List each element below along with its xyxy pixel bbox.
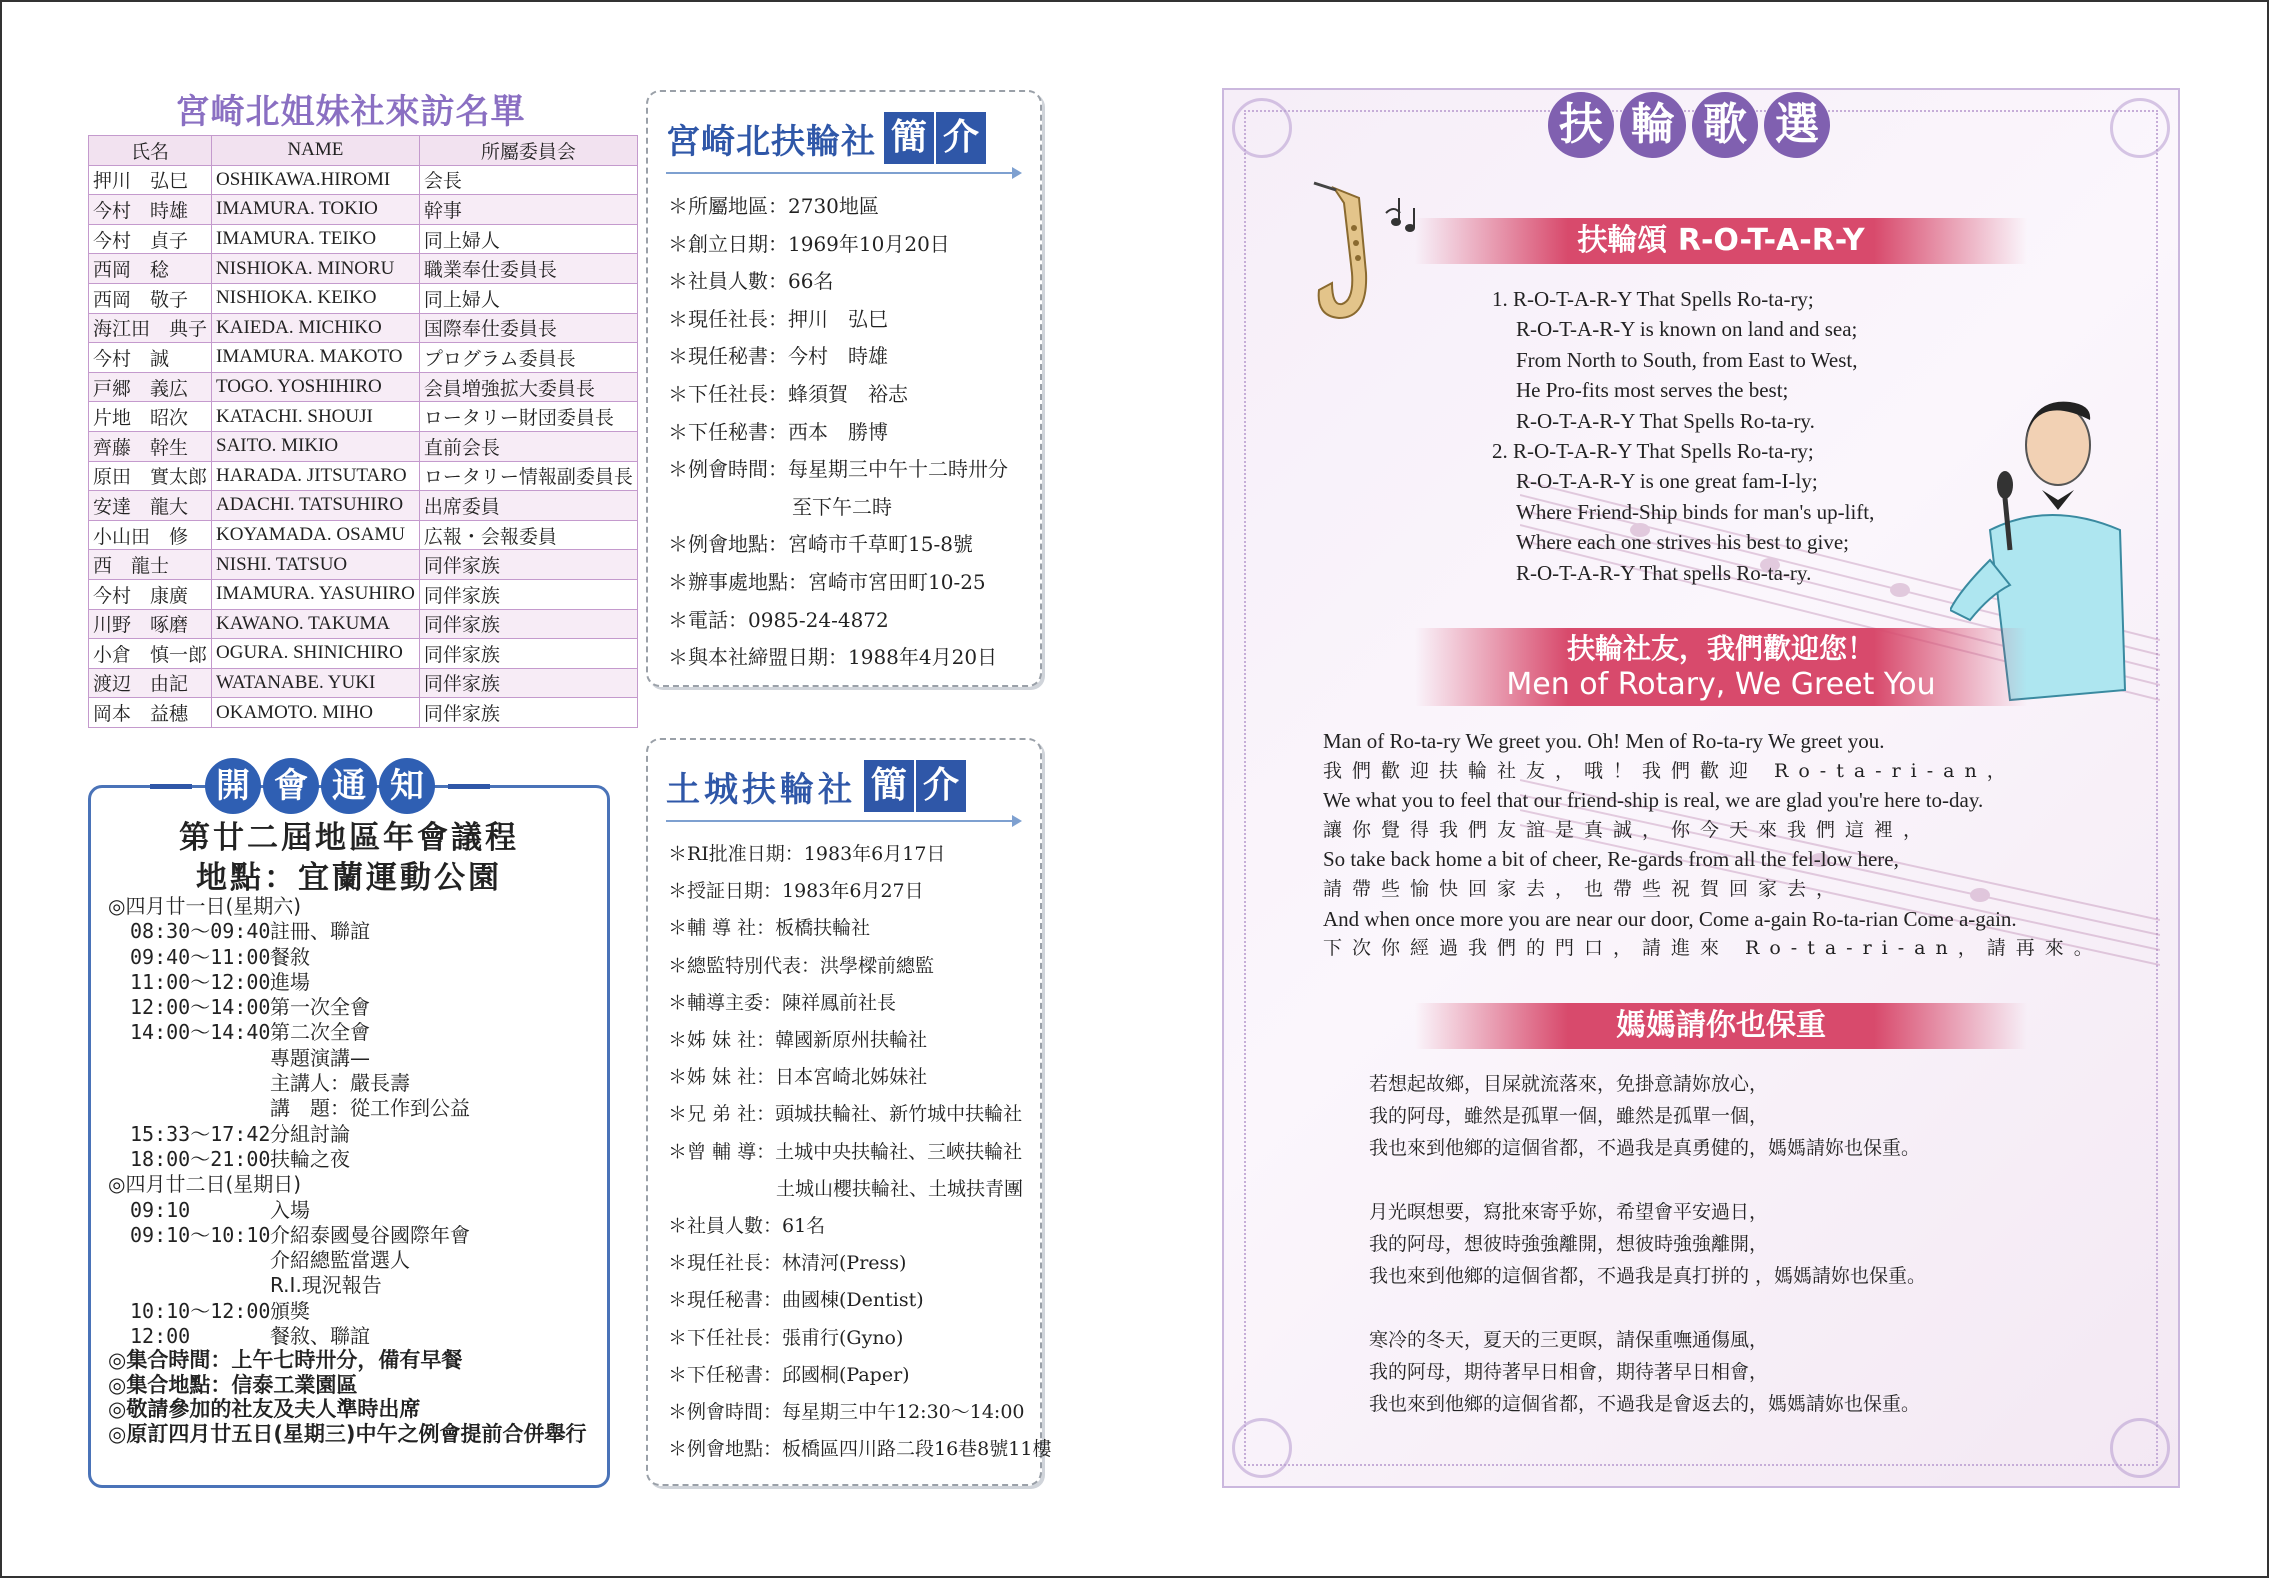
title-arrow-rule <box>666 820 1018 822</box>
stanza-gap <box>1369 1164 1926 1196</box>
intro-item: ＊下任秘書：邱國桐(Paper) <box>668 1363 910 1386</box>
cell-committee: 会長 <box>419 165 637 195</box>
mama-song-lyrics <box>1369 1068 1926 1420</box>
schedule-item <box>108 1299 608 1324</box>
cell-name-jp: 岡本 益穗 <box>89 698 212 728</box>
cell-name-jp: 西岡 敬子 <box>89 283 212 313</box>
cell-name-jp: 原田 實太郎 <box>89 461 212 491</box>
cell-name-en: KAIEDA. MICHIKO <box>212 313 420 343</box>
intro-item: ＊曾 輔 導：土城中央扶輪社、三峽扶輪社 <box>668 1140 1023 1163</box>
visitor-list-title: 宮崎北姐妹社來訪名單 <box>175 92 526 132</box>
cell-committee: 同上婦人 <box>419 224 637 254</box>
lyric-line: And when once more you are near our door, Come a-gain Ro-ta-rian Come a-gain. <box>1323 906 2017 931</box>
tucheng-intro-title <box>666 760 968 812</box>
schedule-activity: 第一次全會 <box>270 995 370 1020</box>
cell-name-jp: 戸郷 義広 <box>89 372 212 402</box>
schedule-item <box>108 970 608 995</box>
intro-item: ＊姊 妹 社：韓國新原州扶輪社 <box>668 1029 928 1052</box>
meeting-schedule <box>108 894 608 1349</box>
schedule-time: 10:10～12:00 <box>130 1298 271 1323</box>
cell-committee: 国際奉仕委員長 <box>419 313 637 343</box>
lyric-line: Man of Ro-ta-ry We greet you. Oh! Men of Ro-ta-ry We greet you. <box>1323 729 1885 753</box>
cell-name-jp: 今村 康廣 <box>89 579 212 609</box>
table-row <box>89 165 638 195</box>
cell-committee: 同伴家族 <box>419 668 637 698</box>
notice-note: ◎原訂四月廿五日(星期三)中午之例會提前合併舉行 <box>108 1421 587 1446</box>
lyric-line: 寒冷的冬天，夏天的三更暝，請保重嘸通傷風， <box>1369 1329 1769 1351</box>
lyric-line: 我的阿母，期待著早日相會，期待著早日相會， <box>1369 1361 1769 1383</box>
intro-item: ＊現任秘書：曲國棟(Dentist) <box>668 1289 924 1312</box>
cell-committee: 同伴家族 <box>419 579 637 609</box>
table-row <box>89 254 638 284</box>
table-row <box>89 579 638 609</box>
lyric-line: 2. R-O-T-A-R-Y That Spells Ro-ta-ry; <box>1492 438 1814 463</box>
greet-song-lyrics <box>1323 727 2103 964</box>
cell-name-en: OGURA. SHINICHIRO <box>212 639 420 669</box>
table-row <box>89 402 638 432</box>
club-name: 宮崎北扶輪社 <box>666 121 876 162</box>
schedule-item <box>108 919 608 944</box>
intro-item: ＊RI批准日期：1983年6月17日 <box>668 843 946 865</box>
cell-committee: 広報・会報委員 <box>419 520 637 550</box>
schedule-item <box>108 1096 608 1121</box>
greet-song-title <box>1415 628 2027 706</box>
cell-name-jp: 片地 昭次 <box>89 402 212 432</box>
intro-item: ＊例會地點：板橋區四川路二段16巷8號11樓 <box>668 1438 1052 1461</box>
lyric-line: 請帶些愉快回家去，也帶些祝賀回家去， <box>1323 877 1846 900</box>
intro-tag <box>864 760 968 812</box>
intro-tag-char: 簡 <box>884 112 934 164</box>
schedule-item <box>108 1046 608 1071</box>
lyric-line: 我的阿母，想彼時強強離開，想彼時強強離開， <box>1369 1233 1769 1255</box>
lyric-line: 1. R-O-T-A-R-Y That Spells Ro-ta-ry; <box>1492 287 1814 311</box>
meeting-notes <box>108 1348 603 1446</box>
intro-tag <box>884 112 988 164</box>
cell-name-jp: 安達 龍大 <box>89 491 212 521</box>
cell-name-en: KAWANO. TAKUMA <box>212 609 420 639</box>
table-row <box>89 698 638 728</box>
schedule-time: 15:33～17:42 <box>130 1121 271 1146</box>
miyazaki-intro-card <box>646 90 1042 687</box>
corner-ornament <box>1232 98 1292 158</box>
cell-committee: 幹事 <box>419 195 637 225</box>
schedule-item <box>108 1248 608 1273</box>
cell-name-jp: 小倉 慎一郎 <box>89 639 212 669</box>
table-row <box>89 431 638 461</box>
lyric-line: So take back home a bit of cheer, Re-gards from all the fel-low here, <box>1323 847 1899 872</box>
intro-item: ＊社員人數：61名 <box>668 1215 826 1238</box>
intro-tag-char: 簡 <box>864 760 914 812</box>
cell-committee: 同伴家族 <box>419 609 637 639</box>
table-row <box>89 461 638 491</box>
lyric-line: 我也來到他鄉的這個省都，不過我是會返去的，媽媽請妳也保重。 <box>1369 1393 1921 1415</box>
song-panel-title <box>1548 92 1830 158</box>
cell-name-jp: 今村 貞子 <box>89 224 212 254</box>
intro-item: ＊總監特別代表：洪學樑前總監 <box>668 954 935 977</box>
meeting-title-line1: 第廿二屆地區年會議程 <box>179 820 519 856</box>
schedule-time <box>108 1046 270 1071</box>
intro-item: ＊例會地點：宮崎市千草町15-8號 <box>668 532 973 557</box>
club-name: 土城扶輪社 <box>666 769 856 810</box>
schedule-item <box>108 1273 608 1298</box>
cell-committee: 会員増強拡大委員長 <box>419 372 637 402</box>
schedule-time: 08:30～09:40 <box>130 919 271 944</box>
table-row <box>89 195 638 225</box>
cell-name-en: IMAMURA. YASUHIRO <box>212 579 420 609</box>
cell-committee: 直前会長 <box>419 431 637 461</box>
schedule-activity: R.I.現況報告 <box>270 1273 382 1298</box>
miyazaki-intro-list <box>668 188 1038 677</box>
lyric-line: R-O-T-A-R-Y That Spells Ro-ta-ry. <box>1516 408 1815 433</box>
schedule-activity: 講 題：從工作到公益 <box>270 1096 470 1121</box>
schedule-time: 14:00～14:40 <box>130 1020 271 1045</box>
cell-name-jp: 川野 啄磨 <box>89 609 212 639</box>
tucheng-intro-card <box>646 738 1052 1486</box>
column-header-committee: 所屬委員会 <box>419 136 637 166</box>
rotary-song-lyrics <box>1492 284 1874 588</box>
schedule-day-heading: ◎四月廿二日(星期日) <box>108 1172 302 1197</box>
schedule-activity: 主講人：嚴長壽 <box>270 1071 410 1096</box>
schedule-item <box>108 1198 608 1223</box>
meeting-venue: 地點：宜蘭運動公園 <box>196 860 502 896</box>
lyric-line: Where Friend-Ship binds for man's up-lift, <box>1516 499 1875 524</box>
schedule-time: 09:10～10:10 <box>130 1222 271 1247</box>
lyric-line: Where each one strives his best to give; <box>1516 530 1849 555</box>
schedule-item <box>108 1223 608 1248</box>
intro-item: ＊現任社長：押川 弘巳 <box>668 306 888 331</box>
schedule-activity: 註冊、聯誼 <box>270 919 370 944</box>
table-row <box>89 343 638 373</box>
cell-name-en: NISHIOKA. MINORU <box>212 254 420 284</box>
intro-item: ＊例會時間：每星期三中午12:30～14:00 <box>668 1401 1025 1424</box>
schedule-item <box>108 1071 608 1096</box>
intro-tag-char: 介 <box>916 760 966 812</box>
schedule-item <box>108 1020 608 1045</box>
mama-song-title: 媽媽請你也保重 <box>1415 1003 2027 1049</box>
schedule-activity: 頒獎 <box>270 1298 310 1323</box>
intro-item: ＊輔導主委：陳祥鳳前社長 <box>668 991 897 1014</box>
tucheng-intro-list <box>668 836 1052 1468</box>
cell-name-en: ADACHI. TATSUHIRO <box>212 491 420 521</box>
lyric-line: He Pro-fits most serves the best; <box>1516 378 1789 403</box>
greet-song-title-zh: 扶輪社友，我們歡迎您！ <box>1566 632 1875 665</box>
notice-note: ◎集合地點：信泰工業園區 <box>108 1372 358 1397</box>
schedule-time: 12:00～14:00 <box>130 995 271 1020</box>
table-row <box>89 313 638 343</box>
schedule-item <box>108 1122 608 1147</box>
lyric-line: 讓你覺得我們友誼是真誠，你今天來我們這裡， <box>1323 818 1933 841</box>
notice-header-char: 會 <box>263 758 319 814</box>
stanza-gap <box>1369 1292 1926 1324</box>
schedule-time <box>108 1071 270 1096</box>
lyric-line: 我們歡迎扶輪社友，哦！我們歡迎 Ro-ta-ri-an， <box>1323 759 2016 782</box>
intro-item: ＊現任秘書：今村 時雄 <box>668 344 888 369</box>
notice-note: ◎敬請參加的社友及夫人準時出席 <box>108 1397 421 1421</box>
cell-name-en: WATANABE. YUKI <box>212 668 420 698</box>
schedule-time: 11:00～12:00 <box>130 969 271 994</box>
cell-name-jp: 齊藤 幹生 <box>89 431 212 461</box>
table-row <box>89 491 638 521</box>
cell-name-en: NISHI. TATSUO <box>212 550 420 580</box>
header-bar-right <box>448 784 490 789</box>
intro-item: ＊輔 導 社：板橋扶輪社 <box>668 917 871 940</box>
schedule-activity: 分組討論 <box>270 1121 350 1146</box>
notice-header-char: 通 <box>321 758 377 814</box>
table-row <box>89 609 638 639</box>
cell-name-en: TOGO. YOSHIHIRO <box>212 372 420 402</box>
table-row <box>89 639 638 669</box>
cell-name-en: HARADA. JITSUTARO <box>212 461 420 491</box>
intro-item: ＊辦事處地點：宮崎市宮田町10-25 <box>668 569 986 594</box>
cell-name-en: OKAMOTO. MIHO <box>212 698 420 728</box>
notice-header-char: 開 <box>205 758 261 814</box>
lyric-line: R-O-T-A-R-Y is known on land and sea; <box>1516 317 1858 342</box>
schedule-time <box>108 1096 270 1121</box>
cell-name-en: KOYAMADA. OSAMU <box>212 520 420 550</box>
panel-title-char: 歌 <box>1692 92 1758 158</box>
column-header-name-jp: 氏名 <box>89 136 212 166</box>
corner-ornament <box>2110 1418 2170 1478</box>
intro-item: ＊電話：0985-24-4872 <box>668 607 889 632</box>
table-header-row <box>89 136 638 166</box>
schedule-activity: 入場 <box>270 1197 310 1222</box>
rotary-song-title: 扶輪頌 R-O-T-A-R-Y <box>1415 218 2027 264</box>
miyazaki-intro-title <box>666 112 988 164</box>
cell-committee: 同伴家族 <box>419 639 637 669</box>
intro-item: ＊與本社締盟日期：1988年4月20日 <box>668 645 998 670</box>
schedule-time <box>108 1273 270 1298</box>
intro-item: ＊下任社長：蜂須賀 裕志 <box>668 381 908 406</box>
schedule-time: 12:00 <box>130 1324 191 1349</box>
panel-title-char: 輪 <box>1620 92 1686 158</box>
cell-name-jp: 今村 誠 <box>89 343 212 373</box>
lyric-line: From North to South, from East to West, <box>1516 347 1858 372</box>
table-row <box>89 372 638 402</box>
cell-committee: 同上婦人 <box>419 283 637 313</box>
lyric-line: 我的阿母，雖然是孤單一個，雖然是孤單一個， <box>1369 1105 1769 1127</box>
schedule-activity: 介紹泰國曼谷國際年會 <box>270 1222 470 1247</box>
corner-ornament <box>2110 98 2170 158</box>
cell-name-en: IMAMURA. TEIKO <box>212 224 420 254</box>
cell-name-en: OSHIKAWA.HIROMI <box>212 165 420 195</box>
visitor-table <box>88 135 638 728</box>
meeting-notice-header <box>150 758 490 814</box>
intro-item: ＊下任社長：張甫行(Gyno) <box>668 1326 904 1349</box>
cell-name-en: IMAMURA. MAKOTO <box>212 343 420 373</box>
notice-header-char: 知 <box>379 758 435 814</box>
corner-ornament <box>1232 1418 1292 1478</box>
intro-item: ＊下任秘書：西本 勝博 <box>668 419 888 444</box>
intro-item: ＊現任社長：林清河(Press) <box>668 1252 907 1275</box>
cell-name-en: KATACHI. SHOUJI <box>212 402 420 432</box>
schedule-time <box>108 1248 270 1273</box>
greet-song-title-en: Men of Rotary, We Greet You <box>1506 667 1936 702</box>
schedule-time: 18:00～21:00 <box>130 1146 271 1171</box>
cell-committee: ロータリー財団委員長 <box>419 402 637 432</box>
table-row <box>89 520 638 550</box>
schedule-item <box>108 945 608 970</box>
cell-committee: 同伴家族 <box>419 550 637 580</box>
table-row <box>89 224 638 254</box>
header-bar-left <box>150 784 192 789</box>
cell-name-en: IMAMURA. TOKIO <box>212 195 420 225</box>
panel-title-char: 選 <box>1764 92 1830 158</box>
intro-item: ＊社員人數：66名 <box>668 269 834 294</box>
schedule-item <box>108 1324 608 1349</box>
intro-item: ＊姊 妹 社：日本宮崎北姊妹社 <box>668 1066 928 1089</box>
lyric-line: R-O-T-A-R-Y is one great fam-I-ly; <box>1516 469 1818 494</box>
lyric-line: 我也來到他鄉的這個省都，不過我是真勇健的，媽媽請妳也保重。 <box>1369 1137 1921 1159</box>
lyric-line: R-O-T-A-R-Y That spells Ro-ta-ry. <box>1516 560 1812 585</box>
intro-item: ＊例會時間：每星期三中午十二時卅分 <box>668 457 1008 482</box>
intro-item: ＊兄 弟 社：頭城扶輪社、新竹城中扶輪社 <box>668 1103 1023 1126</box>
schedule-item <box>108 995 608 1020</box>
visitor-table-body <box>89 165 638 727</box>
cell-name-jp: 西岡 稔 <box>89 254 212 284</box>
table-row <box>89 668 638 698</box>
cell-name-jp: 渡辺 由記 <box>89 668 212 698</box>
intro-item: ＊創立日期：1969年10月20日 <box>668 231 950 256</box>
intro-tag-char: 介 <box>936 112 986 164</box>
cell-committee: 同伴家族 <box>419 698 637 728</box>
intro-item: ＊所屬地區：2730地區 <box>668 194 879 218</box>
intro-item: 土城山櫻扶輪社、土城扶青團 <box>776 1177 1024 1200</box>
lyric-line: We what you to feel that our friend-ship is real, we are glad you're here to-day. <box>1323 788 1984 813</box>
cell-name-en: SAITO. MIKIO <box>212 431 420 461</box>
cell-name-jp: 押川 弘巳 <box>89 165 212 195</box>
column-header-name-en: NAME <box>212 136 420 166</box>
schedule-time: 09:10 <box>130 1197 191 1222</box>
title-arrow-rule <box>666 172 1018 174</box>
table-row <box>89 283 638 313</box>
lyric-line: 下次你經過我們的門口，請進來 Ro-ta-ri-an，請再來。 <box>1323 937 2103 960</box>
table-row <box>89 550 638 580</box>
panel-title-char: 扶 <box>1548 92 1614 158</box>
cell-name-jp: 海江田 典子 <box>89 313 212 343</box>
schedule-time: 09:40～11:00 <box>130 944 271 969</box>
cell-name-en: NISHIOKA. KEIKO <box>212 283 420 313</box>
lyric-line: 我也來到他鄉的這個省都，不過我是真打拼的 ，媽媽請妳也保重。 <box>1369 1265 1927 1287</box>
cell-committee: プログラム委員長 <box>419 343 637 373</box>
cell-name-jp: 今村 時雄 <box>89 195 212 225</box>
intro-item: 至下午二時 <box>792 494 892 519</box>
cell-committee: 職業奉仕委員長 <box>419 254 637 284</box>
lyric-line: 月光暝想要，寫批來寄乎妳，希望會平安過日， <box>1369 1201 1769 1223</box>
cell-committee: ロータリー情報副委員長 <box>419 461 637 491</box>
cell-name-jp: 西 龍士 <box>89 550 212 580</box>
cell-name-jp: 小山田 修 <box>89 520 212 550</box>
schedule-activity: 扶輪之夜 <box>270 1146 350 1171</box>
schedule-activity: 餐敘、聯誼 <box>270 1324 370 1349</box>
schedule-activity: 介紹總監當選人 <box>270 1248 410 1273</box>
schedule-activity: 餐敘 <box>270 944 310 969</box>
lyric-line: 若想起故鄉，目屎就流落來，免掛意請妳放心， <box>1369 1073 1769 1095</box>
cell-committee: 出席委員 <box>419 491 637 521</box>
schedule-day-heading: ◎四月廿一日(星期六) <box>108 894 302 918</box>
schedule-item <box>108 1147 608 1172</box>
intro-item: ＊授証日期：1983年6月27日 <box>668 880 924 903</box>
schedule-activity: 進場 <box>270 969 310 994</box>
schedule-activity: 專題演講— <box>270 1045 370 1070</box>
notice-note: ◎集合時間：上午七時卅分，備有早餐 <box>108 1348 463 1372</box>
meeting-title <box>88 818 610 898</box>
schedule-activity: 第二次全會 <box>270 1020 370 1045</box>
